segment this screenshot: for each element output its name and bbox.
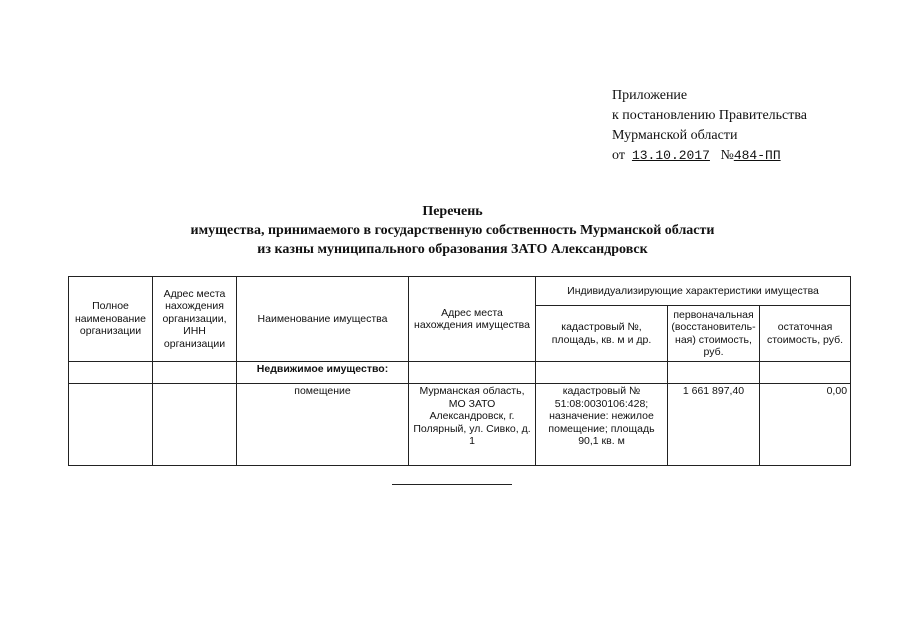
cell-residual-cost: 0,00 xyxy=(760,384,851,466)
header-property-name: Наименование имущества xyxy=(237,277,409,362)
document-title xyxy=(0,202,905,259)
title-line-1: Перечень xyxy=(422,204,483,219)
date-prefix: от xyxy=(612,148,625,163)
cell-initial-cost: 1 661 897,40 xyxy=(668,384,760,466)
appendix-label: Приложение xyxy=(612,88,688,103)
appendix-date-line xyxy=(612,146,807,166)
section-empty-6 xyxy=(668,362,760,384)
header-cadastral: кадастровый №, площадь, кв. м и др. xyxy=(536,306,668,362)
title-line-2: имущества, принимаемого в государственную собственность Мурманской области xyxy=(190,223,715,238)
appendix-block xyxy=(612,86,807,166)
header-residual-cost: остаточная стоимость, руб. xyxy=(760,306,851,362)
table-header-row-1 xyxy=(69,277,851,306)
cell-org-address xyxy=(153,384,237,466)
section-empty-4 xyxy=(409,362,536,384)
section-empty-1 xyxy=(69,362,153,384)
cell-property-name: помещение xyxy=(237,384,409,466)
cell-property-address: Мурманская область, МО ЗАТО Александровск, г. Полярный, ул. Сивко, д. 1 xyxy=(409,384,536,466)
header-org-name: Полное наименование организации xyxy=(69,277,153,362)
section-empty-2 xyxy=(153,362,237,384)
resolution-date: 13.10.2017 xyxy=(631,148,710,163)
appendix-resolution: к постановлению Правительства xyxy=(612,108,808,123)
resolution-number: 484-ПП xyxy=(733,148,781,163)
header-org-address: Адрес места нахождения организации, ИНН организации xyxy=(153,277,237,362)
header-property-address: Адрес места нахождения имущества xyxy=(409,277,536,362)
section-empty-5 xyxy=(536,362,668,384)
header-characteristics: Индивидуализирующие характеристики имущества xyxy=(536,277,851,306)
title-line-3: из казны муниципального образования ЗАТО Александровск xyxy=(257,242,648,257)
table-row xyxy=(69,384,851,466)
header-initial-cost: первоначальная (восстановитель-ная) стоимость, руб. xyxy=(668,306,760,362)
appendix-region: Мурманской области xyxy=(612,128,738,143)
section-row xyxy=(69,362,851,384)
section-label: Недвижимое имущество: xyxy=(237,362,409,384)
section-empty-7 xyxy=(760,362,851,384)
property-table xyxy=(68,276,851,466)
cell-cadastral: кадастровый № 51:08:0030106:428; назначение: нежилое помещение; площадь 90,1 кв. м xyxy=(536,384,668,466)
cell-org-name xyxy=(69,384,153,466)
closing-rule xyxy=(392,484,512,485)
number-prefix: № xyxy=(720,148,734,163)
